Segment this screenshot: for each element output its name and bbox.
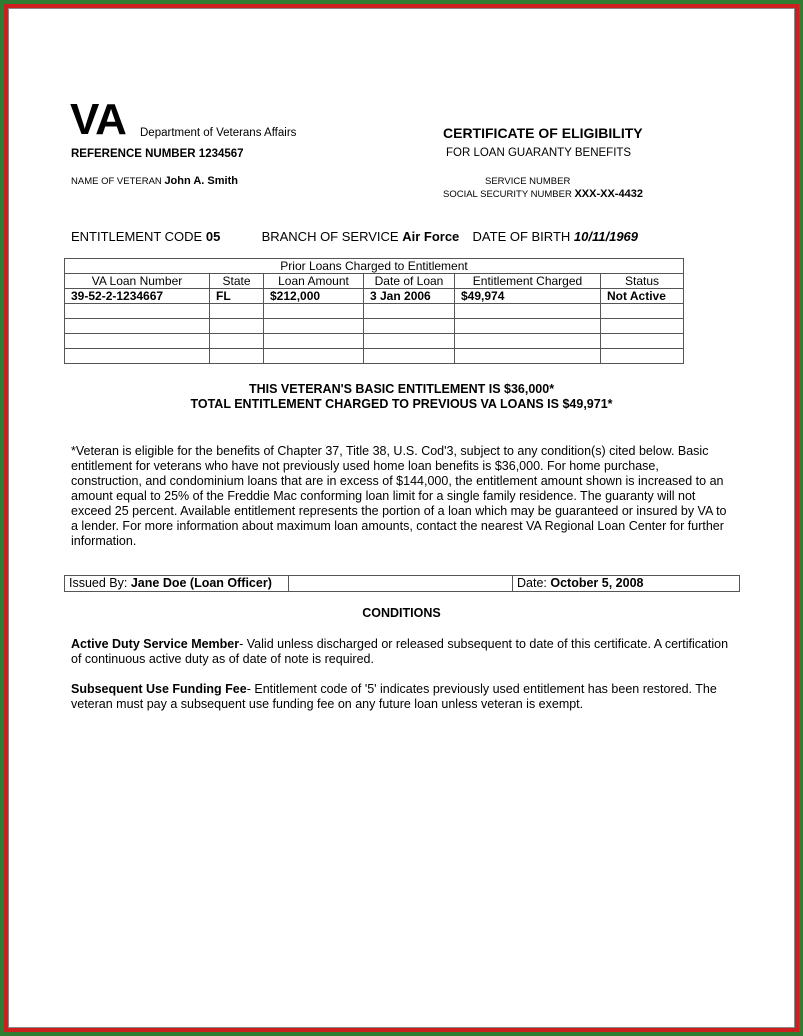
veteran-name — [71, 175, 238, 187]
table-cell — [455, 349, 601, 364]
column-header: State — [210, 274, 264, 289]
certificate-subtitle: FOR LOAN GUARANTY BENEFITS — [446, 147, 632, 159]
veteran-name-label: NAME OF VETERAN — [71, 176, 162, 187]
issued-by-value: Jane Doe (Loan Officer) — [130, 576, 272, 590]
table-cell — [364, 319, 455, 334]
table-cell: 39-52-2-1234667 — [65, 289, 210, 304]
table-row — [65, 349, 684, 364]
condition-text: - Entitlement code of '5' indicates previously used entitlement has been restored. The veteran must pay a subsequent use funding fee on any future loan unless veteran is exempt. — [71, 682, 717, 711]
table-cell — [455, 319, 601, 334]
entitlement-code-value: 05 — [205, 229, 221, 244]
table-cell: FL — [210, 289, 264, 304]
certificate-title: CERTIFICATE OF ELIGIBILITY — [443, 125, 643, 141]
condition-item — [71, 637, 731, 667]
department-name: Department of Veterans Affairs — [140, 127, 297, 139]
table-cell — [601, 304, 684, 319]
issued-by-table — [64, 575, 740, 592]
service-number-label: SERVICE NUMBER — [485, 176, 571, 187]
blank-cell — [289, 576, 513, 592]
reference-value: 1234567 — [198, 148, 244, 160]
issue-date-cell — [513, 576, 740, 592]
column-header: VA Loan Number — [65, 274, 210, 289]
issued-by-cell — [65, 576, 289, 592]
date-value: October 5, 2008 — [550, 576, 644, 590]
table-cell — [264, 304, 364, 319]
table-row — [65, 289, 684, 304]
prior-loans-table — [64, 258, 684, 364]
column-header: Date of Loan — [364, 274, 455, 289]
column-header: Entitlement Charged — [455, 274, 601, 289]
table-cell — [364, 304, 455, 319]
ssn-label: SOCIAL SECURITY NUMBER — [443, 189, 572, 200]
table-cell — [601, 334, 684, 349]
reference-number — [71, 148, 244, 160]
conditions-title: CONDITIONS — [362, 606, 441, 620]
table-cell — [65, 334, 210, 349]
table-cell: Not Active — [601, 289, 684, 304]
table-cell — [364, 334, 455, 349]
branch-label: BRANCH OF SERVICE — [261, 229, 399, 244]
table-cell — [364, 349, 455, 364]
table-cell — [264, 334, 364, 349]
condition-text: - Valid unless discharged or released subsequent to date of this certificate. A certification of continuous active duty as of date of note is required. — [71, 637, 729, 666]
table-cell — [601, 319, 684, 334]
column-header: Status — [601, 274, 684, 289]
condition-heading: Active Duty Service Member — [71, 637, 240, 651]
eligibility-notice: *Veteran is eligible for the benefits of Chapter 37, Title 38, U.S. Cod'3, subject to any condition(s) cited below. Basic entitlement for veterans who have not previously used home loan benefits is $36,000. For home purchase, construction, and condominium loans that are in excess of $144,000, the entitlement amount shown is increased to an amount equal to 25% of the Freddie Mac conforming loan limit for a single family residence. The guaranty will not exceed 25 percent. Available entitlement represents the portion of a loan which may be guaranteed or insured by VA to a lender. For more information about maximum loan amounts, contact the nearest VA Regional Loan Center for further information. — [71, 444, 727, 548]
table-cell — [455, 334, 601, 349]
table-cell — [264, 349, 364, 364]
date-label: Date: — [517, 576, 547, 590]
issued-by-label: Issued By: — [69, 576, 128, 590]
ssn — [443, 188, 643, 200]
table-cell — [65, 349, 210, 364]
entitlement-code-label: ENTITLEMENT CODE — [71, 229, 203, 244]
condition-item — [71, 682, 731, 712]
va-logo: VA — [70, 95, 126, 144]
veteran-name-value: John A. Smith — [164, 175, 238, 187]
table-cell: $49,974 — [455, 289, 601, 304]
total-charged-statement: TOTAL ENTITLEMENT CHARGED TO PREVIOUS VA LOANS IS $49,971* — [190, 397, 613, 411]
table-cell — [455, 304, 601, 319]
reference-label: REFERENCE NUMBER — [71, 148, 196, 160]
table-cell: $212,000 — [264, 289, 364, 304]
column-header: Loan Amount — [264, 274, 364, 289]
table-cell — [210, 334, 264, 349]
table-cell — [65, 304, 210, 319]
dob-label: DATE OF BIRTH — [472, 229, 571, 244]
table-cell — [210, 319, 264, 334]
table-header-row — [65, 274, 684, 289]
dob-value: 10/11/1969 — [573, 229, 639, 244]
table-row — [65, 319, 684, 334]
table-cell — [601, 349, 684, 364]
table-row — [65, 334, 684, 349]
entitlement-line — [71, 229, 638, 244]
table-cell — [65, 319, 210, 334]
table-cell — [264, 319, 364, 334]
table-cell — [210, 304, 264, 319]
table-cell: 3 Jan 2006 — [364, 289, 455, 304]
condition-heading: Subsequent Use Funding Fee — [71, 682, 247, 696]
basic-entitlement-statement: THIS VETERAN'S BASIC ENTITLEMENT IS $36,000* — [248, 382, 555, 396]
table-cell — [210, 349, 264, 364]
prior-loans-caption: Prior Loans Charged to Entitlement — [65, 259, 684, 274]
ssn-value: XXX-XX-4432 — [574, 188, 643, 200]
branch-value: Air Force — [402, 229, 460, 244]
table-row — [65, 304, 684, 319]
